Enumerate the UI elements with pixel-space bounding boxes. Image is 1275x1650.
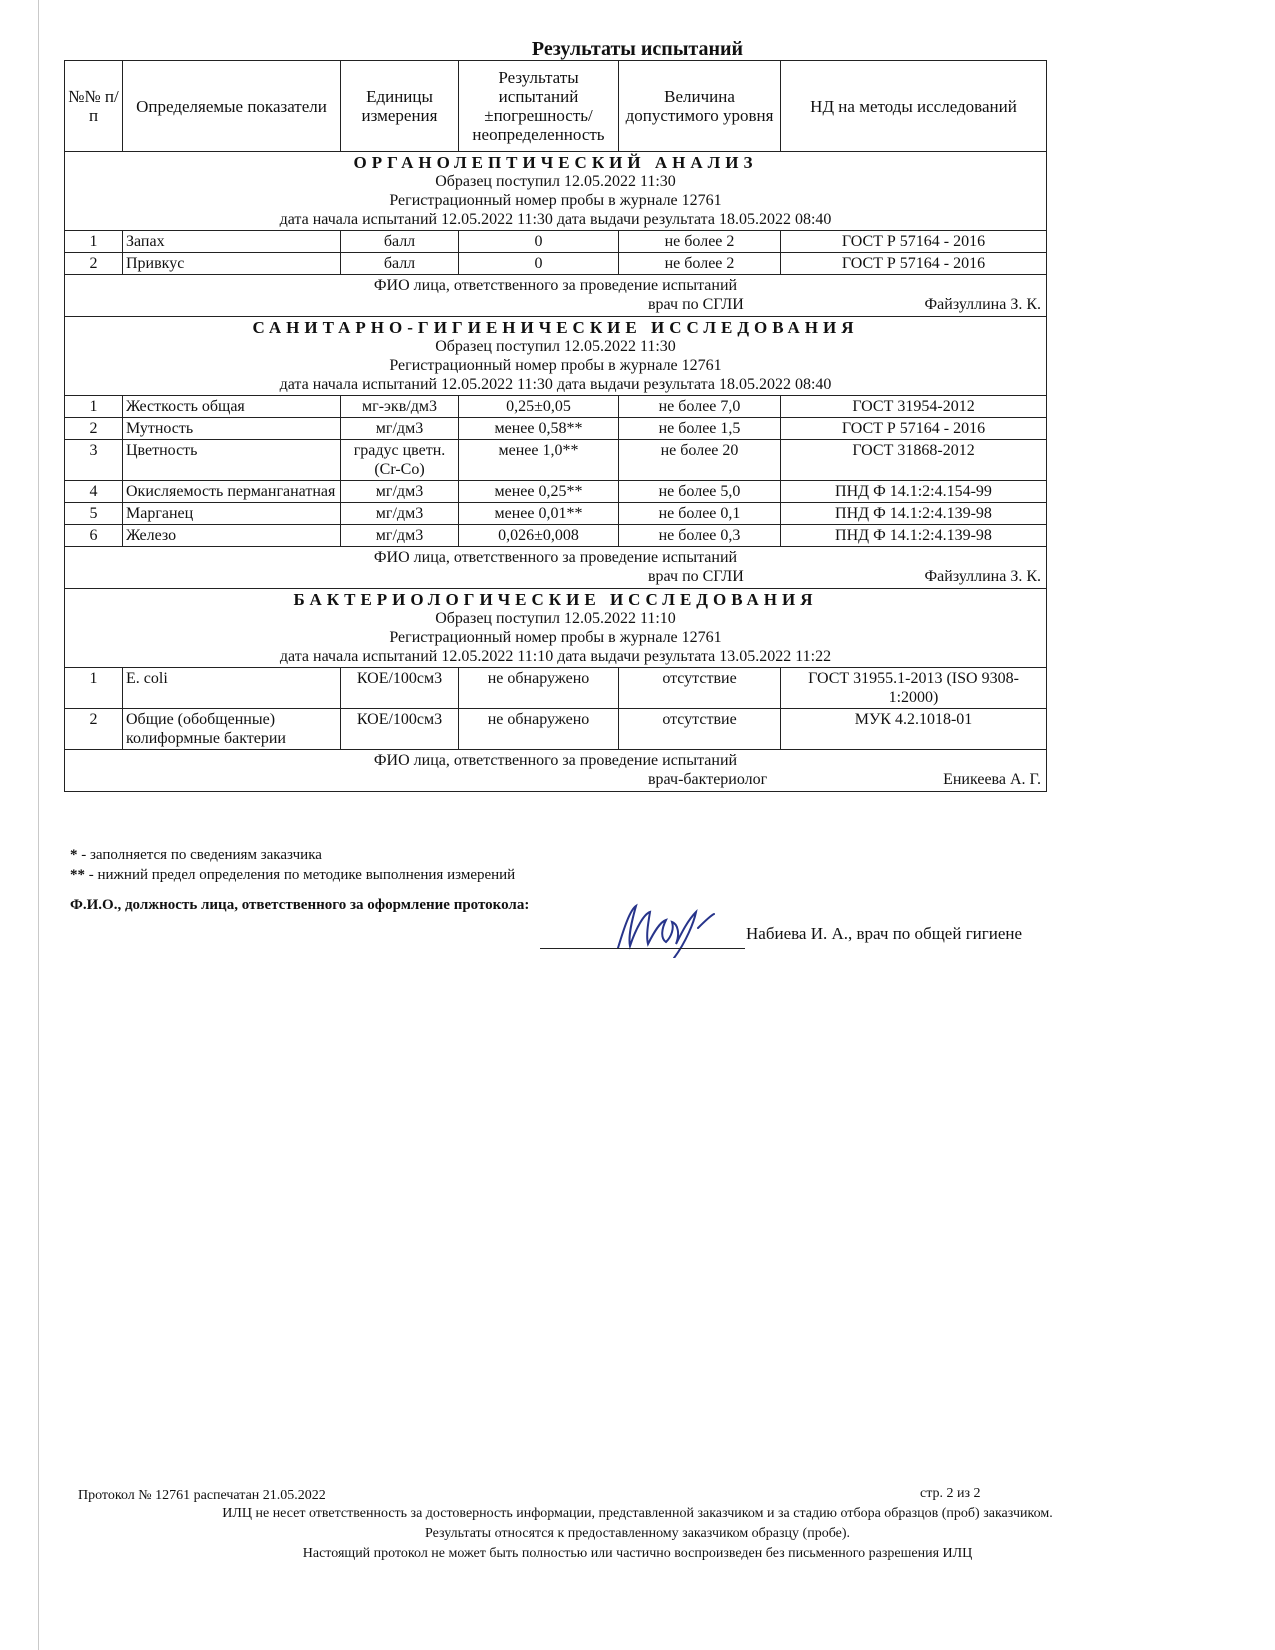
unit: мг/дм3 — [341, 525, 459, 547]
allowed-limit: не более 2 — [619, 253, 781, 275]
table-row — [65, 396, 1047, 418]
footer-disclaimer-1: ИЛЦ не несет ответственность за достоверность информации, представленной заказчиком и за стадию отбора образцов (проб) заказчиком. — [222, 1506, 1053, 1521]
responsible-cell — [65, 547, 1047, 589]
responsible-name: Еникеева А. Г. — [943, 771, 1041, 788]
signoff-name: Набиева И. А., врач по общей гигиене — [746, 924, 1023, 943]
unit: мг/дм3 — [341, 503, 459, 525]
test-method: ГОСТ Р 57164 - 2016 — [781, 418, 1047, 440]
table-row — [65, 668, 1047, 709]
result-value: не обнаружено — [459, 709, 619, 750]
section-title: САНИТАРНО-ГИГИЕНИЧЕСКИЕ ИССЛЕДОВАНИЯ — [252, 318, 859, 337]
result-value: 0 — [459, 231, 619, 253]
row-number: 1 — [65, 668, 123, 709]
test-dates: дата начала испытаний 12.05.2022 11:30 дата выдачи результата 18.05.2022 08:40 — [279, 376, 832, 393]
table-row — [65, 440, 1047, 481]
section-header — [65, 589, 1047, 668]
result-value: 0,026±0,008 — [459, 525, 619, 547]
result-value: менее 0,01** — [459, 503, 619, 525]
unit: мг/дм3 — [341, 481, 459, 503]
footer-page-number: стр. 2 из 2 — [920, 1486, 981, 1501]
col-indicator-header: Определяемые показатели — [123, 61, 341, 152]
test-method: ГОСТ Р 57164 - 2016 — [781, 231, 1047, 253]
allowed-limit: отсутствие — [619, 668, 781, 709]
indicator-name: Мутность — [123, 418, 341, 440]
result-value: менее 1,0** — [459, 440, 619, 481]
section-title: ОРГАНОЛЕПТИЧЕСКИЙ АНАЛИЗ — [353, 153, 758, 172]
signature-line — [540, 948, 745, 949]
test-method: МУК 4.2.1018-01 — [781, 709, 1047, 750]
footnote-2 — [70, 865, 515, 885]
table-row — [65, 709, 1047, 750]
footnote-1-text: - заполняется по сведениям заказчика — [77, 847, 322, 863]
section-title: БАКТЕРИОЛОГИЧЕСКИЕ ИССЛЕДОВАНИЯ — [293, 590, 818, 609]
responsible-name: Файзуллина З. К. — [924, 296, 1041, 313]
registration-number: Регистрационный номер пробы в журнале 12761 — [389, 629, 722, 646]
responsible-position: врач по СГЛИ — [648, 568, 744, 585]
section-header — [65, 317, 1047, 396]
result-value: не обнаружено — [459, 668, 619, 709]
table-row — [65, 253, 1047, 275]
result-value: 0,25±0,05 — [459, 396, 619, 418]
registration-number: Регистрационный номер пробы в журнале 12761 — [389, 192, 722, 209]
responsible-position: врач-бактериолог — [648, 771, 768, 788]
section-header-row — [65, 317, 1047, 396]
responsible-person — [68, 567, 1043, 587]
indicator-name: Цветность — [123, 440, 341, 481]
table-row — [65, 525, 1047, 547]
row-number: 6 — [65, 525, 123, 547]
row-number: 2 — [65, 253, 123, 275]
allowed-limit: не более 7,0 — [619, 396, 781, 418]
footnote-1 — [70, 845, 515, 865]
responsible-row — [65, 547, 1047, 589]
footnote-2-mark: ** — [70, 867, 85, 883]
result-value: менее 0,25** — [459, 481, 619, 503]
row-number: 1 — [65, 231, 123, 253]
table-header — [65, 61, 1047, 152]
section-header — [65, 152, 1047, 231]
responsible-name: Файзуллина З. К. — [924, 568, 1041, 585]
responsible-cell — [65, 750, 1047, 792]
unit: КОЕ/100см3 — [341, 668, 459, 709]
allowed-limit: не более 20 — [619, 440, 781, 481]
scan-edge — [38, 0, 39, 1650]
unit: мг-экв/дм3 — [341, 396, 459, 418]
responsible-label: ФИО лица, ответственного за проведение испытаний — [373, 277, 738, 294]
row-number: 2 — [65, 709, 123, 750]
indicator-name: Окисляемость перманганатная — [123, 481, 341, 503]
allowed-limit: отсутствие — [619, 709, 781, 750]
table-body — [65, 152, 1047, 792]
test-dates: дата начала испытаний 12.05.2022 11:30 дата выдачи результата 18.05.2022 08:40 — [279, 211, 832, 228]
unit: балл — [341, 253, 459, 275]
test-method: ГОСТ 31868-2012 — [781, 440, 1047, 481]
table-row — [65, 503, 1047, 525]
indicator-name: E. coli — [123, 668, 341, 709]
indicator-name: Привкус — [123, 253, 341, 275]
footnotes — [70, 845, 515, 885]
footnote-1-mark: * — [70, 847, 78, 863]
result-value: менее 0,58** — [459, 418, 619, 440]
row-number: 2 — [65, 418, 123, 440]
footer-disclaimer-3: Настоящий протокол не может быть полностью или частично воспроизведен без письменного разрешения ИЛЦ — [302, 1546, 973, 1561]
registration-number: Регистрационный номер пробы в журнале 12761 — [389, 357, 722, 374]
page-title: Результаты испытаний — [531, 38, 744, 60]
col-limit-header: Величина допустимого уровня — [619, 61, 781, 152]
allowed-limit: не более 1,5 — [619, 418, 781, 440]
indicator-name: Запах — [123, 231, 341, 253]
footer-protocol: Протокол № 12761 распечатан 21.05.2022 — [78, 1488, 326, 1503]
table-row — [65, 418, 1047, 440]
responsible-cell — [65, 275, 1047, 317]
responsible-position: врач по СГЛИ — [648, 296, 744, 313]
allowed-limit: не более 0,1 — [619, 503, 781, 525]
section-header-row — [65, 589, 1047, 668]
allowed-limit: не более 5,0 — [619, 481, 781, 503]
sample-received: Образец поступил 12.05.2022 11:30 — [435, 338, 676, 355]
sample-received: Образец поступил 12.05.2022 11:30 — [435, 173, 676, 190]
table-row — [65, 481, 1047, 503]
col-result-header: Результаты испытаний ±погрешность/ неопределенность — [459, 61, 619, 152]
test-method: ПНД Ф 14.1:2:4.139-98 — [781, 503, 1047, 525]
indicator-name: Железо — [123, 525, 341, 547]
unit: КОЕ/100см3 — [341, 709, 459, 750]
responsible-label: ФИО лица, ответственного за проведение испытаний — [373, 752, 738, 769]
responsible-row — [65, 275, 1047, 317]
row-number: 1 — [65, 396, 123, 418]
indicator-name: Жесткость общая — [123, 396, 341, 418]
col-num-header: №№ п/п — [65, 61, 123, 152]
section-header-row — [65, 152, 1047, 231]
unit: мг/дм3 — [341, 418, 459, 440]
results-table — [64, 60, 1047, 792]
unit: балл — [341, 231, 459, 253]
footnote-2-text: - нижний предел определения по методике выполнения измерений — [85, 867, 516, 883]
test-method: ПНД Ф 14.1:2:4.139-98 — [781, 525, 1047, 547]
col-method-header: НД на методы исследований — [781, 61, 1047, 152]
footer-disclaimer-2: Результаты относятся к предоставленному заказчиком образцу (пробе). — [424, 1526, 851, 1541]
row-number: 3 — [65, 440, 123, 481]
row-number: 4 — [65, 481, 123, 503]
allowed-limit: не более 0,3 — [619, 525, 781, 547]
responsible-row — [65, 750, 1047, 792]
responsible-person — [68, 770, 1043, 790]
signoff-label: Ф.И.О., должность лица, ответственного за оформление протокола: — [70, 897, 530, 913]
row-number: 5 — [65, 503, 123, 525]
unit: градус цветн.(Cr-Co) — [341, 440, 459, 481]
test-dates: дата начала испытаний 12.05.2022 11:10 дата выдачи результата 13.05.2022 11:22 — [279, 648, 832, 665]
handwritten-signature — [610, 898, 720, 958]
indicator-name: Марганец — [123, 503, 341, 525]
responsible-person — [68, 295, 1043, 315]
result-value: 0 — [459, 253, 619, 275]
responsible-label: ФИО лица, ответственного за проведение испытаний — [373, 549, 738, 566]
test-method: ГОСТ 31954-2012 — [781, 396, 1047, 418]
table-row — [65, 231, 1047, 253]
sample-received: Образец поступил 12.05.2022 11:10 — [435, 610, 676, 627]
test-method: ГОСТ 31955.1-2013 (ISO 9308-1:2000) — [781, 668, 1047, 709]
col-units-header: Единицы измерения — [341, 61, 459, 152]
test-method: ПНД Ф 14.1:2:4.154-99 — [781, 481, 1047, 503]
indicator-name: Общие (обобщенные) колиформные бактерии — [123, 709, 341, 750]
test-method: ГОСТ Р 57164 - 2016 — [781, 253, 1047, 275]
allowed-limit: не более 2 — [619, 231, 781, 253]
